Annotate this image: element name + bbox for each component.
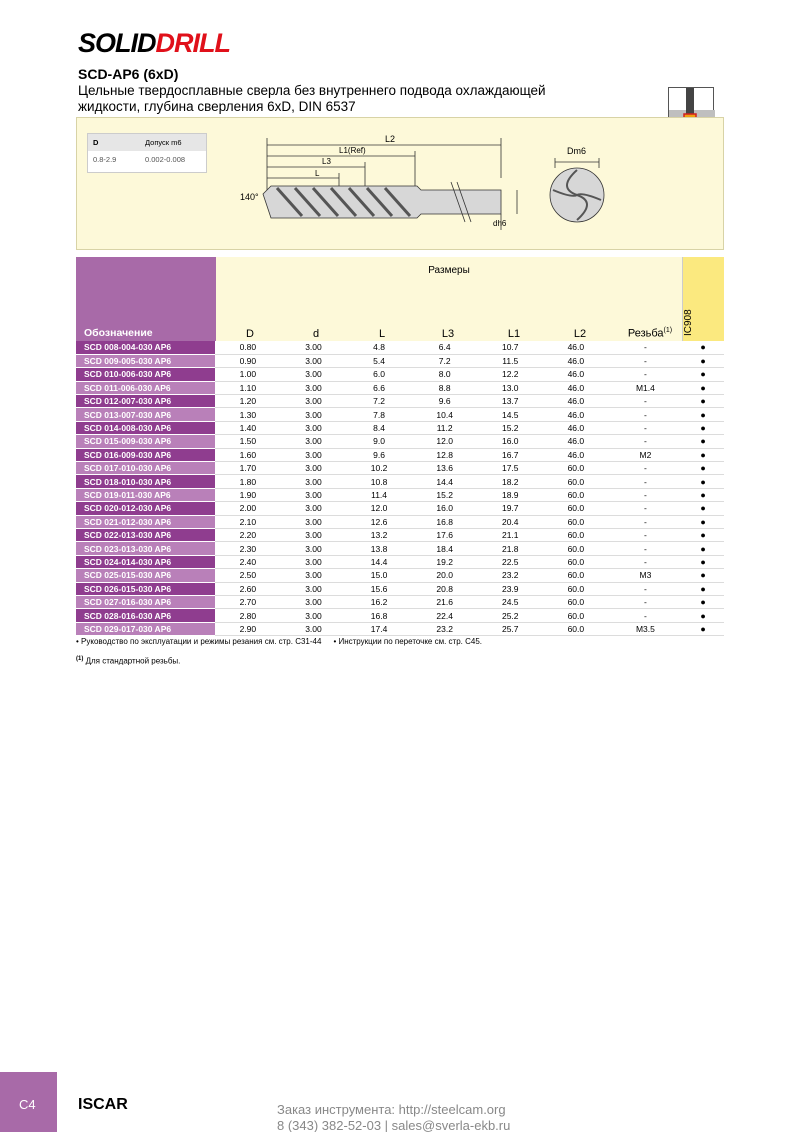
table-cell: 60.0: [543, 569, 609, 582]
table-cell: 15.2: [477, 421, 543, 434]
order-line2: 8 (343) 382-52-03 | sales@sverla-ekb.ru: [277, 1118, 511, 1132]
col-D: D: [246, 328, 254, 340]
col-d: d: [312, 328, 320, 340]
table-cell: -: [609, 354, 683, 367]
table-cell: 1.60: [215, 448, 281, 461]
table-cell: 3.00: [281, 528, 347, 541]
footnotes-line2: [76, 656, 180, 666]
product-code: SCD 028-016-030 AP6: [76, 609, 215, 622]
table-cell: 16.8: [346, 609, 412, 622]
table-cell: 3.00: [281, 569, 347, 582]
table-row: [76, 555, 724, 568]
dimensions-group-header: Размеры: [428, 265, 470, 276]
col-L1: L1: [507, 328, 521, 340]
table-cell: 8.4: [346, 421, 412, 434]
table-cell: 15.2: [412, 488, 478, 501]
table-cell: 3.00: [281, 354, 347, 367]
table-cell: M3: [609, 569, 683, 582]
table-cell: -: [609, 515, 683, 528]
product-code: SCD 010-006-030 AP6: [76, 368, 215, 381]
code-header: Обозначение: [84, 327, 153, 339]
table-cell: 13.6: [412, 462, 478, 475]
table-cell: 3.00: [281, 622, 347, 635]
grade-availability: ●: [682, 381, 724, 394]
table-cell: 2.30: [215, 542, 281, 555]
tolerance-val1: 0.8-2.9: [93, 155, 117, 164]
table-cell: -: [609, 408, 683, 421]
table-cell: 13.7: [477, 395, 543, 408]
table-cell: 17.4: [346, 622, 412, 635]
product-code: SCD 024-014-030 AP6: [76, 555, 215, 568]
product-code: SCD 026-015-030 AP6: [76, 582, 215, 595]
table-cell: 46.0: [543, 448, 609, 461]
product-code: SCD 023-013-030 AP6: [76, 542, 215, 555]
table-cell: -: [609, 542, 683, 555]
table-cell: 13.8: [346, 542, 412, 555]
table-cell: 1.10: [215, 381, 281, 394]
table-cell: 6.6: [346, 381, 412, 394]
table-cell: 16.8: [412, 515, 478, 528]
note-std-sup: (1): [76, 656, 84, 662]
table-cell: 8.8: [412, 381, 478, 394]
table-cell: 3.00: [281, 515, 347, 528]
table-cell: 2.60: [215, 582, 281, 595]
table-cell: 12.8: [412, 448, 478, 461]
table-cell: 3.00: [281, 421, 347, 434]
col-thread: Резьба: [627, 328, 664, 340]
product-code: SCD 029-017-030 AP6: [76, 622, 215, 635]
table-cell: 2.70: [215, 595, 281, 608]
table-row: [76, 448, 724, 461]
table-cell: 7.8: [346, 408, 412, 421]
table-cell: 9.6: [412, 395, 478, 408]
table-cell: 12.2: [477, 368, 543, 381]
table-cell: 3.00: [281, 462, 347, 475]
dim-L: L: [315, 169, 320, 178]
product-code: SCD 016-009-030 AP6: [76, 448, 215, 461]
product-code: SCD 009-005-030 AP6: [76, 354, 215, 367]
tolerance-col1: D: [93, 138, 99, 147]
table-cell: 16.0: [412, 502, 478, 515]
product-code: SCD 014-008-030 AP6: [76, 421, 215, 434]
table-row: [76, 542, 724, 555]
grade-availability: ●: [682, 569, 724, 582]
table-row: [76, 609, 724, 622]
page-title: SCD-AP6 (6xD): [78, 66, 179, 82]
table-cell: 9.6: [346, 448, 412, 461]
table-cell: 46.0: [543, 341, 609, 354]
table-row: [76, 582, 724, 595]
table-row: [76, 528, 724, 541]
table-row: [76, 502, 724, 515]
table-cell: M1.4: [609, 381, 683, 394]
grade-availability: ●: [682, 502, 724, 515]
table-cell: 46.0: [543, 354, 609, 367]
table-cell: 1.20: [215, 395, 281, 408]
table-cell: 3.00: [281, 341, 347, 354]
table-cell: 4.8: [346, 341, 412, 354]
table-cell: 11.4: [346, 488, 412, 501]
table-row: [76, 354, 724, 367]
table-cell: 3.00: [281, 435, 347, 448]
table-cell: 25.2: [477, 609, 543, 622]
grade-availability: ●: [682, 354, 724, 367]
table-cell: 46.0: [543, 381, 609, 394]
table-cell: 1.90: [215, 488, 281, 501]
table-row: [76, 622, 724, 635]
table-cell: 19.7: [477, 502, 543, 515]
table-cell: 2.10: [215, 515, 281, 528]
grade-availability: ●: [682, 609, 724, 622]
product-code: SCD 025-015-030 AP6: [76, 569, 215, 582]
table-cell: 20.0: [412, 569, 478, 582]
table-cell: 60.0: [543, 542, 609, 555]
table-cell: 21.6: [412, 595, 478, 608]
dim-dh6: dh6: [493, 219, 507, 228]
table-cell: 14.4: [346, 555, 412, 568]
table-cell: 10.8: [346, 475, 412, 488]
table-cell: 11.2: [412, 421, 478, 434]
table-cell: 60.0: [543, 502, 609, 515]
tolerance-val2: 0.002-0.008: [145, 155, 186, 164]
table-cell: 10.2: [346, 462, 412, 475]
table-cell: -: [609, 341, 683, 354]
grade-availability: ●: [682, 421, 724, 434]
table-cell: 6.0: [346, 368, 412, 381]
table-cell: 13.2: [346, 528, 412, 541]
logo-part1: SOLID: [78, 28, 156, 58]
table-cell: 14.5: [477, 408, 543, 421]
grade-availability: ●: [682, 488, 724, 501]
table-cell: 10.7: [477, 341, 543, 354]
product-code: SCD 015-009-030 AP6: [76, 435, 215, 448]
table-cell: -: [609, 475, 683, 488]
product-code: SCD 011-006-030 AP6: [76, 381, 215, 394]
dim-L1: L1(Ref): [339, 146, 366, 155]
grade-availability: ●: [682, 435, 724, 448]
grade-availability: ●: [682, 462, 724, 475]
table-cell: M2: [609, 448, 683, 461]
note-std-thread: Для стандартной резьбы.: [83, 656, 181, 666]
table-cell: 3.00: [281, 502, 347, 515]
table-cell: 2.50: [215, 569, 281, 582]
table-cell: 6.4: [412, 341, 478, 354]
solid-drill-logo: [78, 28, 230, 59]
table-cell: 60.0: [543, 555, 609, 568]
table-cell: 60.0: [543, 622, 609, 635]
table-cell: 3.00: [281, 395, 347, 408]
table-cell: M3.5: [609, 622, 683, 635]
table-cell: 60.0: [543, 475, 609, 488]
table-cell: 46.0: [543, 421, 609, 434]
product-code: SCD 022-013-030 AP6: [76, 528, 215, 541]
product-code: SCD 013-007-030 AP6: [76, 408, 215, 421]
table-cell: -: [609, 462, 683, 475]
grade-availability: ●: [682, 475, 724, 488]
table-cell: 15.6: [346, 582, 412, 595]
table-row: [76, 421, 724, 434]
table-cell: -: [609, 368, 683, 381]
table-cell: 12.0: [412, 435, 478, 448]
table-cell: 17.5: [477, 462, 543, 475]
product-code: SCD 017-010-030 AP6: [76, 462, 215, 475]
note-guide: • Руководство по эксплуатации и режимы резания см. стр. C31-44: [76, 637, 322, 646]
page-tab: [0, 1072, 57, 1132]
product-code: SCD 021-012-030 AP6: [76, 515, 215, 528]
table-cell: 20.8: [412, 582, 478, 595]
table-cell: 15.0: [346, 569, 412, 582]
product-code: SCD 027-016-030 AP6: [76, 595, 215, 608]
table-row: [76, 569, 724, 582]
table-row: [76, 408, 724, 421]
table-cell: 46.0: [543, 395, 609, 408]
table-cell: 2.40: [215, 555, 281, 568]
table-cell: 12.6: [346, 515, 412, 528]
table-cell: 12.0: [346, 502, 412, 515]
table-cell: 14.4: [412, 475, 478, 488]
table-cell: 7.2: [346, 395, 412, 408]
table-cell: 46.0: [543, 368, 609, 381]
table-cell: 1.80: [215, 475, 281, 488]
col-L2: L2: [573, 328, 587, 340]
table-cell: -: [609, 582, 683, 595]
table-cell: 60.0: [543, 609, 609, 622]
table-cell: 60.0: [543, 528, 609, 541]
table-cell: 3.00: [281, 448, 347, 461]
table-row: [76, 462, 724, 475]
table-cell: 20.4: [477, 515, 543, 528]
table-cell: -: [609, 502, 683, 515]
table-cell: 23.2: [412, 622, 478, 635]
table-cell: 2.00: [215, 502, 281, 515]
grade-availability: ●: [682, 395, 724, 408]
table-cell: 19.2: [412, 555, 478, 568]
footer-brand: ISCAR: [78, 1096, 128, 1113]
table-cell: 1.00: [215, 368, 281, 381]
table-cell: 7.2: [412, 354, 478, 367]
table-cell: 3.00: [281, 595, 347, 608]
table-cell: 2.90: [215, 622, 281, 635]
table-cell: -: [609, 555, 683, 568]
table-cell: 16.2: [346, 595, 412, 608]
table-cell: 23.9: [477, 582, 543, 595]
table-cell: 0.80: [215, 341, 281, 354]
table-cell: -: [609, 595, 683, 608]
dim-Dm6: Dm6: [567, 146, 587, 156]
grade-availability: ●: [682, 408, 724, 421]
product-code: SCD 019-011-030 AP6: [76, 488, 215, 501]
col-L: L: [378, 328, 386, 340]
table-cell: 9.0: [346, 435, 412, 448]
product-table: [76, 341, 724, 636]
dim-L3: L3: [322, 157, 331, 166]
table-cell: 3.00: [281, 555, 347, 568]
table-cell: 17.6: [412, 528, 478, 541]
table-cell: 3.00: [281, 381, 347, 394]
table-cell: 3.00: [281, 609, 347, 622]
grade-availability: ●: [682, 622, 724, 635]
table-cell: 2.80: [215, 609, 281, 622]
page-subtitle: Цельные твердосплавные сверла без внутреннего подвода охлаждающей жидкости, глубина сверления 6xD, DIN 6537: [78, 83, 546, 114]
grade-availability: ●: [682, 341, 724, 354]
table-cell: 0.90: [215, 354, 281, 367]
table-cell: 8.0: [412, 368, 478, 381]
table-cell: -: [609, 421, 683, 434]
col-thread-sup: (1): [663, 327, 673, 335]
product-code: SCD 020-012-030 AP6: [76, 502, 215, 515]
table-cell: -: [609, 435, 683, 448]
col-L3: L3: [441, 328, 455, 340]
table-cell: 3.00: [281, 488, 347, 501]
table-cell: 22.4: [412, 609, 478, 622]
table-cell: 16.7: [477, 448, 543, 461]
table-cell: 1.40: [215, 421, 281, 434]
dim-angle: 140°: [240, 192, 259, 202]
table-cell: 18.2: [477, 475, 543, 488]
note-regrind: • Инструкции по переточке см. стр. C45.: [333, 637, 482, 646]
table-cell: -: [609, 528, 683, 541]
page-number: C4: [19, 1097, 36, 1112]
table-header: [76, 257, 724, 341]
table-cell: 46.0: [543, 435, 609, 448]
table-row: [76, 381, 724, 394]
table-cell: 21.1: [477, 528, 543, 541]
dim-L2: L2: [385, 134, 396, 144]
table-row: [76, 488, 724, 501]
footer-order-info: [277, 1102, 510, 1132]
table-cell: 22.5: [477, 555, 543, 568]
table-cell: 3.00: [281, 368, 347, 381]
table-cell: 1.30: [215, 408, 281, 421]
table-cell: 3.00: [281, 408, 347, 421]
table-cell: 21.8: [477, 542, 543, 555]
table-cell: 60.0: [543, 515, 609, 528]
grade-availability: ●: [682, 595, 724, 608]
product-code: SCD 018-010-030 AP6: [76, 475, 215, 488]
footnotes-line1: [76, 637, 494, 646]
table-cell: 60.0: [543, 595, 609, 608]
grade-availability: ●: [682, 582, 724, 595]
product-code: SCD 008-004-030 AP6: [76, 341, 215, 354]
table-cell: 1.70: [215, 462, 281, 475]
table-row: [76, 475, 724, 488]
table-cell: 3.00: [281, 475, 347, 488]
table-cell: 3.00: [281, 582, 347, 595]
table-cell: 5.4: [346, 354, 412, 367]
table-row: [76, 595, 724, 608]
table-cell: 25.7: [477, 622, 543, 635]
table-row: [76, 341, 724, 354]
grade-header: IC908: [683, 309, 694, 336]
table-cell: -: [609, 395, 683, 408]
table-row: [76, 368, 724, 381]
grade-availability: ●: [682, 555, 724, 568]
drill-diagram: [77, 118, 725, 251]
table-cell: 60.0: [543, 462, 609, 475]
table-cell: -: [609, 609, 683, 622]
table-cell: 24.5: [477, 595, 543, 608]
product-code: SCD 012-007-030 AP6: [76, 395, 215, 408]
table-cell: 13.0: [477, 381, 543, 394]
table-cell: 18.4: [412, 542, 478, 555]
table-cell: 18.9: [477, 488, 543, 501]
table-cell: 23.2: [477, 569, 543, 582]
table-row: [76, 395, 724, 408]
grade-availability: ●: [682, 368, 724, 381]
grade-availability: ●: [682, 515, 724, 528]
table-cell: 11.5: [477, 354, 543, 367]
grade-availability: ●: [682, 542, 724, 555]
table-cell: 1.50: [215, 435, 281, 448]
table-cell: 60.0: [543, 582, 609, 595]
table-cell: 16.0: [477, 435, 543, 448]
logo-part2: DRILL: [155, 28, 230, 58]
order-line1: Заказ инструмента: http://steelcam.org: [277, 1102, 506, 1117]
table-cell: 2.20: [215, 528, 281, 541]
table-cell: 10.4: [412, 408, 478, 421]
table-row: [76, 435, 724, 448]
table-cell: -: [609, 488, 683, 501]
table-cell: 3.00: [281, 542, 347, 555]
table-cell: 60.0: [543, 488, 609, 501]
tolerance-col2: Допуск m6: [145, 138, 182, 147]
table-cell: 46.0: [543, 408, 609, 421]
table-row: [76, 515, 724, 528]
grade-availability: ●: [682, 528, 724, 541]
grade-availability: ●: [682, 448, 724, 461]
drill-drawing-panel: [76, 117, 724, 250]
